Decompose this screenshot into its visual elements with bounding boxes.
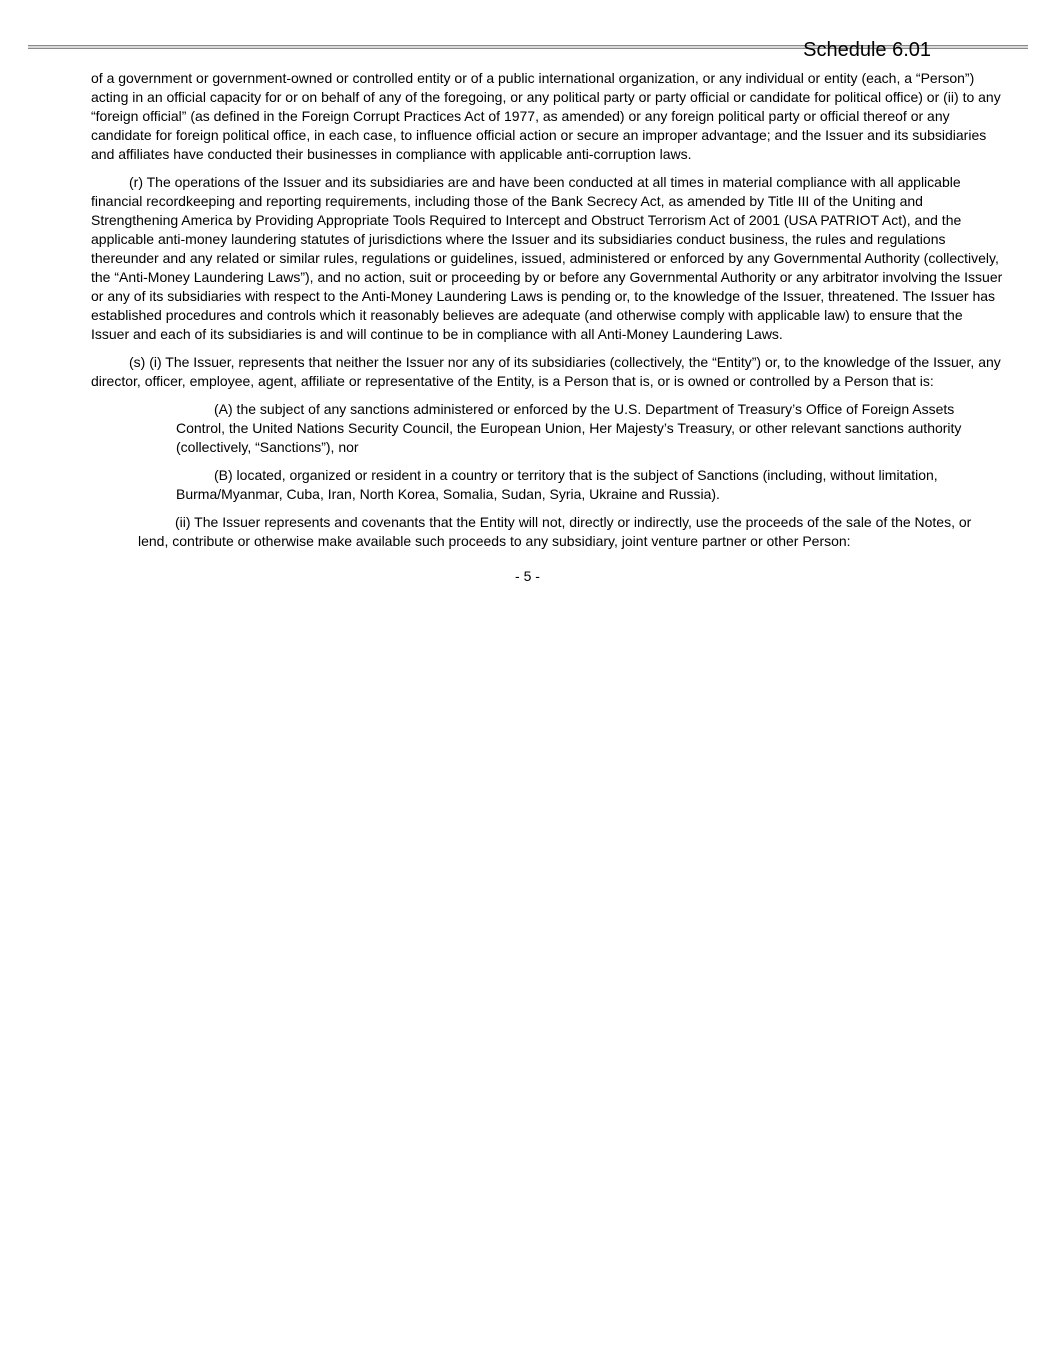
paragraph-s-i-A: (A) the subject of any sanctions administered or enforced by the U.S. Department of Treasury’s Office of Foreign Assets Control, the United Nations Security Council, the European Union, Her Majesty’s Treasury, or other relevant sanctions authority (collectively, “Sanctions”), nor bbox=[176, 401, 962, 455]
page-number: - 5 - bbox=[515, 568, 540, 584]
paragraph-s-ii: (ii) The Issuer represents and covenants that the Entity will not, directly or indirectly, use the proceeds of the sale of the Notes, or lend, contribute or otherwise make available such proceeds to any subsidiary, joint venture partner or other Person: bbox=[138, 514, 972, 549]
paragraph-s-i-B: (B) located, organized or resident in a country or territory that is the subject of Sanctions (including, without limitation, Burma/Myanmar, Cuba, Iran, North Korea, Somalia, Sudan, Syria, Ukraine and Russia). bbox=[176, 467, 938, 502]
paragraph-r: (r) The operations of the Issuer and its subsidiaries are and have been conducted at all times in material compliance with all applicable financial recordkeeping and reporting requirements, including those of the Bank Secrecy Act, as amended by Title III of the Uniting and Strengthening America by Providing Appropriate Tools Required to Intercept and Obstruct Terrorism Act of 2001 (USA PATRIOT Act), and the applicable anti-money laundering statutes of jurisdictions where the Issuer and its subsidiaries conduct business, the rules and regulations thereunder and any related or similar rules, regulations or guidelines, issued, administered or enforced by any Governmental Authority (collectively, the “Anti-Money Laundering Laws”), and no action, suit or proceeding by or before any Governmental Authority or any arbitrator involving the Issuer or any of its subsidiaries with respect to the Anti-Money Laundering Laws is pending or, to the knowledge of the Issuer, threatened. The Issuer has established procedures and controls which it reasonably believes are adequate (and otherwise comply with applicable law) to ensure that the Issuer and each of its subsidiaries is and will continue to be in compliance with all Anti-Money Laundering Laws. bbox=[91, 174, 1003, 342]
document-body bbox=[91, 69, 1003, 560]
paragraph-s-i: (s) (i) The Issuer, represents that neither the Issuer nor any of its subsidiaries (collectively, the “Entity”) or, to the knowledge of the Issuer, any director, officer, employee, agent, affiliate or representative of the Entity, is a Person that is, or is owned or controlled by a Person that is: bbox=[91, 354, 1001, 389]
schedule-label: Schedule 6.01 bbox=[803, 39, 931, 61]
paragraph-continuation: of a government or government-owned or controlled entity or of a public international organization, or any individual or entity (each, a “Person”) acting in an official capacity for or on behalf of any of the foregoing, or any political party or party official or candidate for political office) or (ii) to any “foreign official” (as defined in the Foreign Corrupt Practices Act of 1977, as amended) or any foreign political party or official thereof or any candidate for foreign political office, in each case, to influence official action or secure an improper advantage; and the Issuer and its subsidiaries and affiliates have conducted their businesses in compliance with applicable anti-corruption laws. bbox=[91, 70, 1001, 162]
